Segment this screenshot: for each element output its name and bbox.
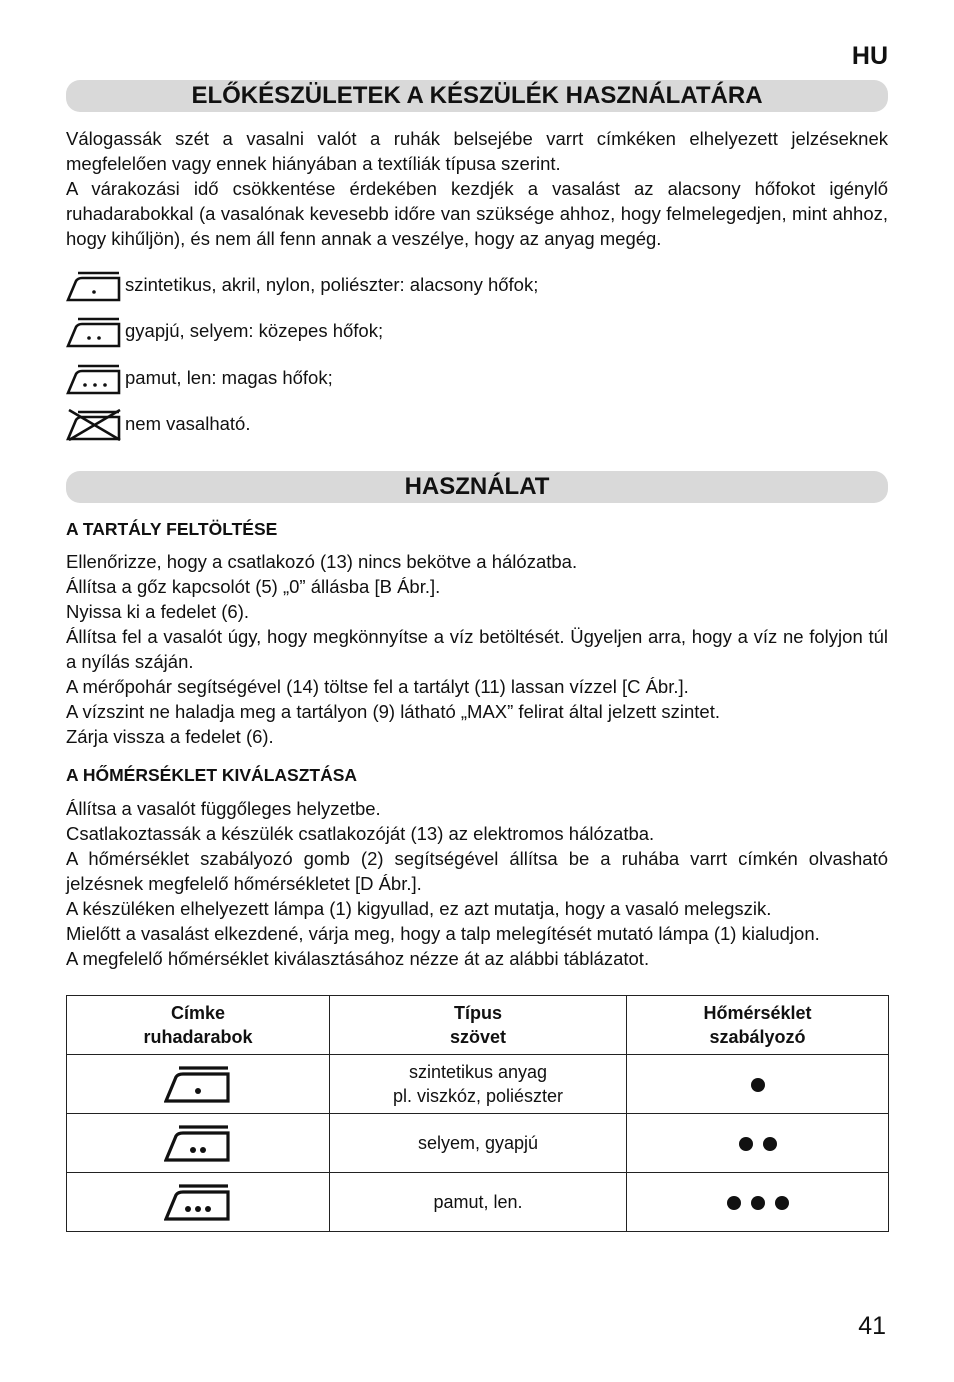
dot: [763, 1137, 777, 1151]
dot: [751, 1078, 765, 1092]
paragraph: Állítsa a gőz kapcsolót (5) „0” állásba [B Ábr.].: [66, 576, 441, 597]
symbol-label: pamut, len: magas hőfok;: [125, 367, 333, 388]
subheading-tank-filling: A TARTÁLY FELTÖLTÉSE: [66, 519, 278, 539]
paragraph: A hőmérséklet szabályozó gomb (2) segítségével állítsa be a ruhába varrt címkén olvasható jelzésnek megfelelő hőmérsékletet [D Ábr.].: [66, 848, 888, 894]
type-cell: [330, 1055, 627, 1114]
section-title-preparation: ELŐKÉSZÜLETEK A KÉSZÜLÉK HASZNÁLATÁRA: [66, 80, 888, 112]
header-line: Típus: [454, 1003, 502, 1023]
temperature-text: [66, 796, 888, 971]
paragraph: Állítsa fel a vasalót úgy, hogy megkönnyítse a víz betöltését. Ügyeljen arra, hogy a víz ne folyjon túl a nyílás száján.: [66, 626, 888, 672]
type-text: selyem, gyapjú: [417, 1133, 539, 1153]
symbol-row-high: [66, 361, 333, 395]
header-temperature: [627, 996, 889, 1055]
iron-1-dot-icon: [66, 268, 122, 302]
label-cell: [67, 1055, 330, 1114]
symbol-label: szintetikus, akril, nylon, poliészter: alacsony hőfok;: [125, 274, 539, 295]
temperature-dots: [627, 1173, 889, 1232]
iron-3-dots-icon: [164, 1183, 232, 1221]
section-title-usage: HASZNÁLAT: [66, 471, 888, 503]
dot: [727, 1196, 741, 1210]
paragraph: A készüléken elhelyezett lámpa (1) kigyullad, ez azt mutatja, hogy a vasaló melegszik.: [66, 898, 772, 919]
header-line: Címke: [170, 1003, 226, 1023]
paragraph: A megfelelő hőmérséklet kiválasztásához nézze át az alábbi táblázatot.: [66, 948, 650, 969]
tank-filling-text: [66, 549, 888, 749]
temperature-table: [66, 995, 889, 1232]
paragraph: Állítsa a vasalót függőleges helyzetbe.: [66, 798, 381, 819]
paragraph: A vízszint ne haladja meg a tartályon (9) látható „MAX” felirat által jelzett szintet.: [66, 701, 720, 722]
dot: [739, 1137, 753, 1151]
symbol-label: nem vasalható.: [125, 413, 251, 434]
iron-3-dots-icon: [66, 361, 122, 395]
dot: [775, 1196, 789, 1210]
dot: [751, 1196, 765, 1210]
paragraph: Csatlakoztassák a készülék csatlakozóját (13) az elektromos hálózatba.: [66, 823, 655, 844]
paragraph: Ellenőrizze, hogy a csatlakozó (13) nincs bekötve a hálózatba.: [66, 551, 578, 572]
language-code: HU: [851, 42, 888, 70]
temperature-dots: [627, 1055, 889, 1114]
paragraph: Mielőtt a vasalást elkezdené, várja meg, hogy a talp melegítését mutató lámpa (1) kialudjon.: [66, 923, 820, 944]
header-line: szövet: [449, 1027, 507, 1047]
type-text: pl. viszkóz, poliészter: [392, 1086, 564, 1106]
iron-2-dots-icon: [164, 1124, 232, 1162]
header-type: [330, 996, 627, 1055]
label-cell: [67, 1114, 330, 1173]
type-text: pamut, len.: [433, 1192, 523, 1212]
page-number: 41: [858, 1312, 886, 1340]
table-row: [67, 1173, 889, 1232]
temperature-dots: [627, 1114, 889, 1173]
header-label: [67, 996, 330, 1055]
iron-1-dot-icon: [164, 1065, 232, 1103]
subheading-temperature: A HŐMÉRSÉKLET KIVÁLASZTÁSA: [66, 765, 358, 785]
symbol-row-no-iron: [66, 407, 250, 441]
paragraph: Nyissa ki a fedelet (6).: [66, 601, 250, 622]
header-line: ruhadarabok: [143, 1027, 253, 1047]
symbol-label: gyapjú, selyem: közepes hőfok;: [125, 320, 384, 341]
paragraph: A várakozási idő csökkentése érdekében kezdjék a vasalást az alacsony hőfokot igénylő ruhadarabokkal (a vasalónak kevesebb időre van szüksége ahhoz, hogy felmelegedjen, mint ahhoz, hogy kihűljön), és nem áll fenn annak a veszélye, hogy az anyag megég.: [66, 178, 888, 249]
symbol-row-medium: [66, 314, 383, 348]
type-text: szintetikus anyag: [408, 1062, 548, 1082]
iron-2-dots-icon: [66, 314, 122, 348]
header-line: Hőmérséklet: [703, 1003, 812, 1023]
symbol-row-low: [66, 268, 538, 302]
table-row: [67, 1055, 889, 1114]
type-cell: [330, 1114, 627, 1173]
preparation-text: [66, 126, 888, 251]
type-cell: [330, 1173, 627, 1232]
label-cell: [67, 1173, 330, 1232]
paragraph: A mérőpohár segítségével (14) töltse fel a tartályt (11) lassan vízzel [C Ábr.].: [66, 676, 689, 697]
header-line: szabályozó: [709, 1027, 806, 1047]
table-header-row: [67, 996, 889, 1055]
table-row: [67, 1114, 889, 1173]
iron-crossed-icon: [66, 407, 122, 441]
paragraph: Válogassák szét a vasalni valót a ruhák belsejébe varrt címkéken elhelyezett jelzéseknek megfelelően vagy ennek hiányában a textíliák típusa szerint.: [66, 128, 888, 174]
paragraph: Zárja vissza a fedelet (6).: [66, 726, 274, 747]
